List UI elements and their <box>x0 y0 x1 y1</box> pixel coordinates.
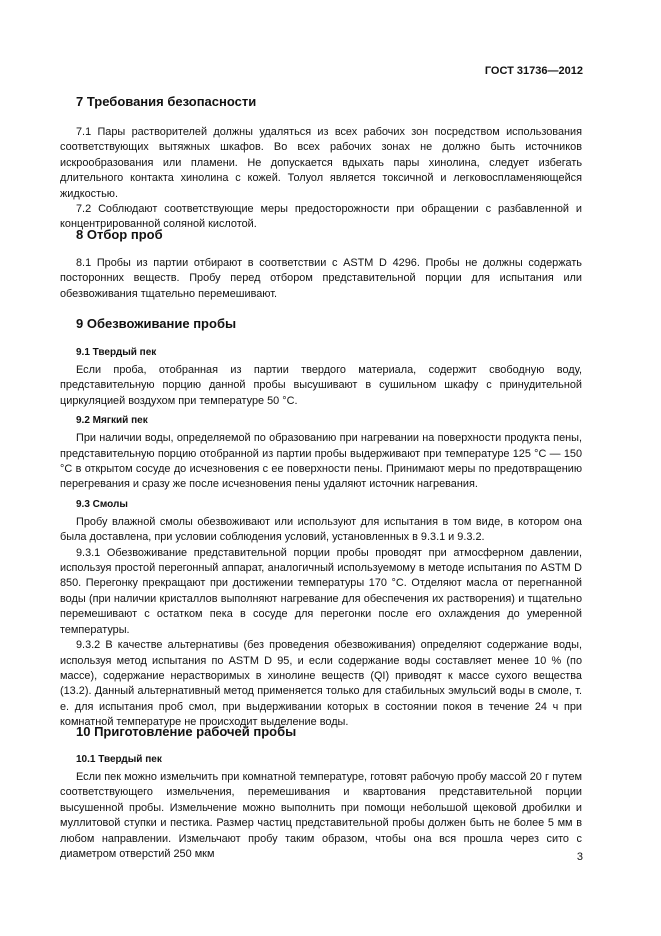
section-9-body <box>60 346 582 731</box>
paragraph-10-1: Если пек можно измельчить при комнатной температуре, готовят рабочую пробу массой 20 г путем соответствующего измельчения, перемешивания и квартования представительной порции высушенной пробы. Измельчение можно выполнить при помощи небольшой щековой дробилки и муллитовой ступки и пестика. Размер частиц представительной пробы должен быть не более 5 мм в любом направлении. Измельчают пробу таким образом, чтобы она вся прошла через сито с диаметром отверстий 250 мкм <box>60 771 582 861</box>
section-7-body <box>60 125 582 233</box>
subsection-9-3-title: 9.3 Смолы <box>76 498 128 510</box>
subsection-9-1-title: 9.1 Твердый пек <box>76 347 157 358</box>
paragraph-7-2: 7.2 Соблюдают соответствующие меры предосторожности при обращении с разбавленной и концентрированной соляной кислотой. <box>60 203 582 231</box>
subsection-10-1-title: 10.1 Твердый пек <box>76 754 162 765</box>
paragraph-9-3: Пробу влажной смолы обезвоживают или используют для испытания в том виде, в котором она была доставлена, при условии соблюдения условий, установленных в 9.3.1 и 9.3.2. <box>60 515 582 544</box>
paragraph-8-1: 8.1 Пробы из партии отбирают в соответствии с ASTM D 4296. Пробы не должны содержать посторонних веществ. Пробу перед отбором представительной порции для испытания или обезвоживания тщательно перемешивают. <box>60 257 582 300</box>
paragraph-9-3-2: 9.3.2 В качестве альтернативы (без проведения обезвоживания) определяют содержание воды, используя метод испытания по ASTM D 95, и если содержание воды составляет менее 10 % (по массе), содержание нерастворимых в хинолине веществ (QI) приводят к массе сухого вещества (13.2). Данный альтернативный метод применяется только для стабильных эмульсий воды в смоле, т. е. для испытания проб смол, при выдерживании которых в состоянии покоя в течение 24 ч при комнатной температуре не происходит выделение воды. <box>60 639 582 729</box>
section-10-body <box>60 753 582 862</box>
section-8-body <box>60 256 582 302</box>
paragraph-9-3-1: 9.3.1 Обезвоживание представительной порции пробы проводят при атмосферном давлении, используя простой перегонный аппарат, аналогичный используемому в методе испытания по ASTM D 850. Перегонку прекращают при достижении температуры 170 °С. Отделяют масла от перегнанной воды (при наличии кристаллов выполняют нагревание для обеспечения их растворения) и тщательно перемешивают с остатком пека в сосуде для перегонки после его охлаждения до умеренной температуры. <box>60 546 582 636</box>
section-7-title: 7 Требования безопасности <box>76 94 257 109</box>
paragraph-7-1: 7.1 Пары растворителей должны удаляться из всех рабочих зон посредством использования соответствующих вытяжных шкафов. Во всех рабочих зонах не должно быть источников искрообразования или пламени. Не допускается вдыхать пары хинолина, следует избегать длительного контакта хинолина с кожей. Толуол является токсичной и легковоспламеняющейся жидкостью. <box>60 126 582 200</box>
section-10-title: 10 Приготовление рабочей пробы <box>76 724 297 739</box>
section-9 <box>60 316 582 332</box>
paragraph-9-2: При наличии воды, определяемой по образованию при нагревании на поверхности продукта пены, представительную порцию отобранной из партии пробы выдерживают при температуре 125 °С — 150 °С в открытом сосуде до исчезновения с ее поверхности пены. Принимают меры по предотвращению перегревания и сразу же после исчезновения пены удаляют источник нагревания. <box>60 432 582 491</box>
section-8 <box>60 227 582 243</box>
section-8-title: 8 Отбор проб <box>76 227 163 242</box>
section-7 <box>60 94 582 110</box>
section-10 <box>60 724 582 740</box>
paragraph-9-1: Если проба, отобранная из партии твердого материала, содержит свободную воду, представительную порцию данной пробы высушивают в сушильном шкафу с принудительной циркуляцией воздухом при температуре 50 °С. <box>60 364 582 407</box>
page-number: 3 <box>576 851 583 863</box>
standard-number: ГОСТ 31736—2012 <box>484 65 583 77</box>
section-9-title: 9 Обезвоживание пробы <box>76 316 237 331</box>
subsection-9-2-title: 9.2 Мягкий пек <box>76 415 148 427</box>
